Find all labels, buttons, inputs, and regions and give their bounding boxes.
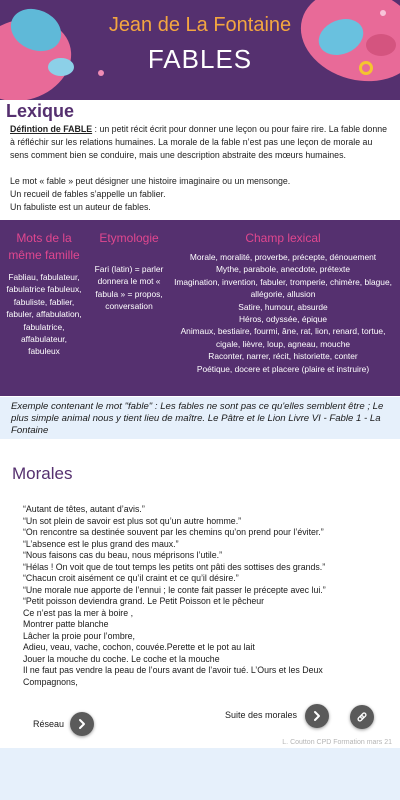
lexical-line: Mythe, parabole, anecdote, prétexte [215,264,351,275]
morale-item: “Chacun croit aisément ce qu’il craint et ce qu’il désire.” [23,573,239,583]
family-column [6,230,82,358]
page-title: FABLES [147,44,253,74]
lexique-text [10,123,392,214]
morales-heading: Morales [12,464,73,483]
lexical-line: Raconter, narrer, récit, historiette, conter [208,351,358,362]
morale-item: Il ne faut pas vendre la peau de l’ours avant de l’avoir tué. L’Ours et les Deux Compagnons, [23,665,323,687]
morale-item: “Un sot plein de savoir est plus sot qu’un autre homme.” [23,515,242,526]
example-quote: Exemple contenant le mot "fable" : Les fables ne sont pas ce qu'elles semblent être ; Le plus simple animal nous y tient lieu de maître. Le Pâtre et le Lion Livre VI - Fable 1 - La Fontaine [0,397,400,439]
family-words: Fabliau, fabulateur, fabulatrice fabuleux, fabuliste, fablier, fabuler, affabulation, fabulatrice, affabulateur, fabuleux [6,272,82,357]
definition-paragraph [10,123,392,162]
morale-item: “Hélas ! On voit que de tout temps les petits ont pâti des sottises des grands.” [23,561,326,572]
bottom-band [0,748,400,800]
morale-item: Montrer patte blanche [23,619,109,629]
definition-text: : un petit récit écrit pour donner une leçon ou pour faire rire. La fable donne à réfléchir sur les relations humaines. La morale de la fable n’est pas une leçon de morale au sens comment bien se conduire, mais une description abstraite des mœurs humaines. [10,124,387,160]
author-name: Jean de La Fontaine [108,14,292,36]
lexique-line: Un recueil de fables s’appelle un fablier. [10,189,166,199]
morales-list [23,504,373,688]
lexical-line: Héros, odyssée, épique [239,314,327,325]
morale-item: “Autant de têtes, autant d’avis.” [23,504,145,514]
lexical-line: Satire, humour, absurde [238,301,328,312]
morale-item: “L’absence est le plus grand des maux.” [23,538,179,549]
lexique-heading: Lexique [6,101,75,121]
lexique-line: Le mot « fable » peut désigner une histoire imaginaire ou un mensonge. [10,176,291,186]
etymology-heading: Etymologie [99,231,159,245]
suite-morales-button[interactable] [305,704,329,728]
link-button[interactable] [350,705,374,729]
morale-item: Adieu, veau, vache, cochon, couvée.Perette et le pot au lait [23,642,255,652]
chevron-right-icon [76,718,88,730]
lexical-line: Imagination, invention, fabuler, tromperie, chimère, blague, allégorie, allusion [174,276,392,300]
header-banner [0,0,400,100]
morale-item: “Nous faisons cas du beau, nous méprisons l’utile.” [23,550,223,560]
chevron-right-icon [311,710,323,722]
lexical-field-column [172,230,394,375]
lexique-line: Un fabuliste est un auteur de fables. [10,202,151,212]
morale-item: Jouer la mouche du coche. Le coche et la mouche [23,653,220,664]
lexical-line: Poétique, docere et placere (plaire et instruire) [196,363,370,374]
suite-label[interactable]: Suite des morales [225,710,298,720]
family-heading: Mots de la même famille [8,231,80,262]
lexical-field-heading: Champ lexical [245,231,321,245]
lexical-line: Animaux, bestiaire, fourmi, âne, rat, lion, renard, tortue, cigale, lièvre, loup, agneau, mouche [180,326,386,349]
vocabulary-panel [0,220,400,396]
morale-item: “Petit poisson deviendra grand. Le Petit Poisson et le pêcheur [23,596,265,606]
morale-item: Ce n’est pas la mer à boire , [23,607,134,618]
definition-label: Défintion de FABLE [10,124,93,134]
reseau-button[interactable] [70,712,94,736]
lexical-line: Morale, moralité, proverbe, précepte, dénouement [189,252,377,262]
lexical-field-list [172,251,394,375]
etymology-text: Fari (latin) = parler donnera le mot « fabula » = propos, conversation [94,264,164,312]
reseau-label[interactable]: Réseau [33,719,65,729]
etymology-column [92,230,166,313]
footer-credit: L. Coutton CPD Formation mars 21 [282,739,392,746]
morale-item: “Une morale nue apporte de l’ennui ; le conte fait passer le précepte avec lui.” [23,584,326,595]
morale-item: “On rencontre sa destinée souvent par les chemins qu’on prend pour l’éviter.” [23,527,324,537]
morale-item: Lâcher la proie pour l’ombre, [23,630,135,641]
link-icon [356,711,368,723]
